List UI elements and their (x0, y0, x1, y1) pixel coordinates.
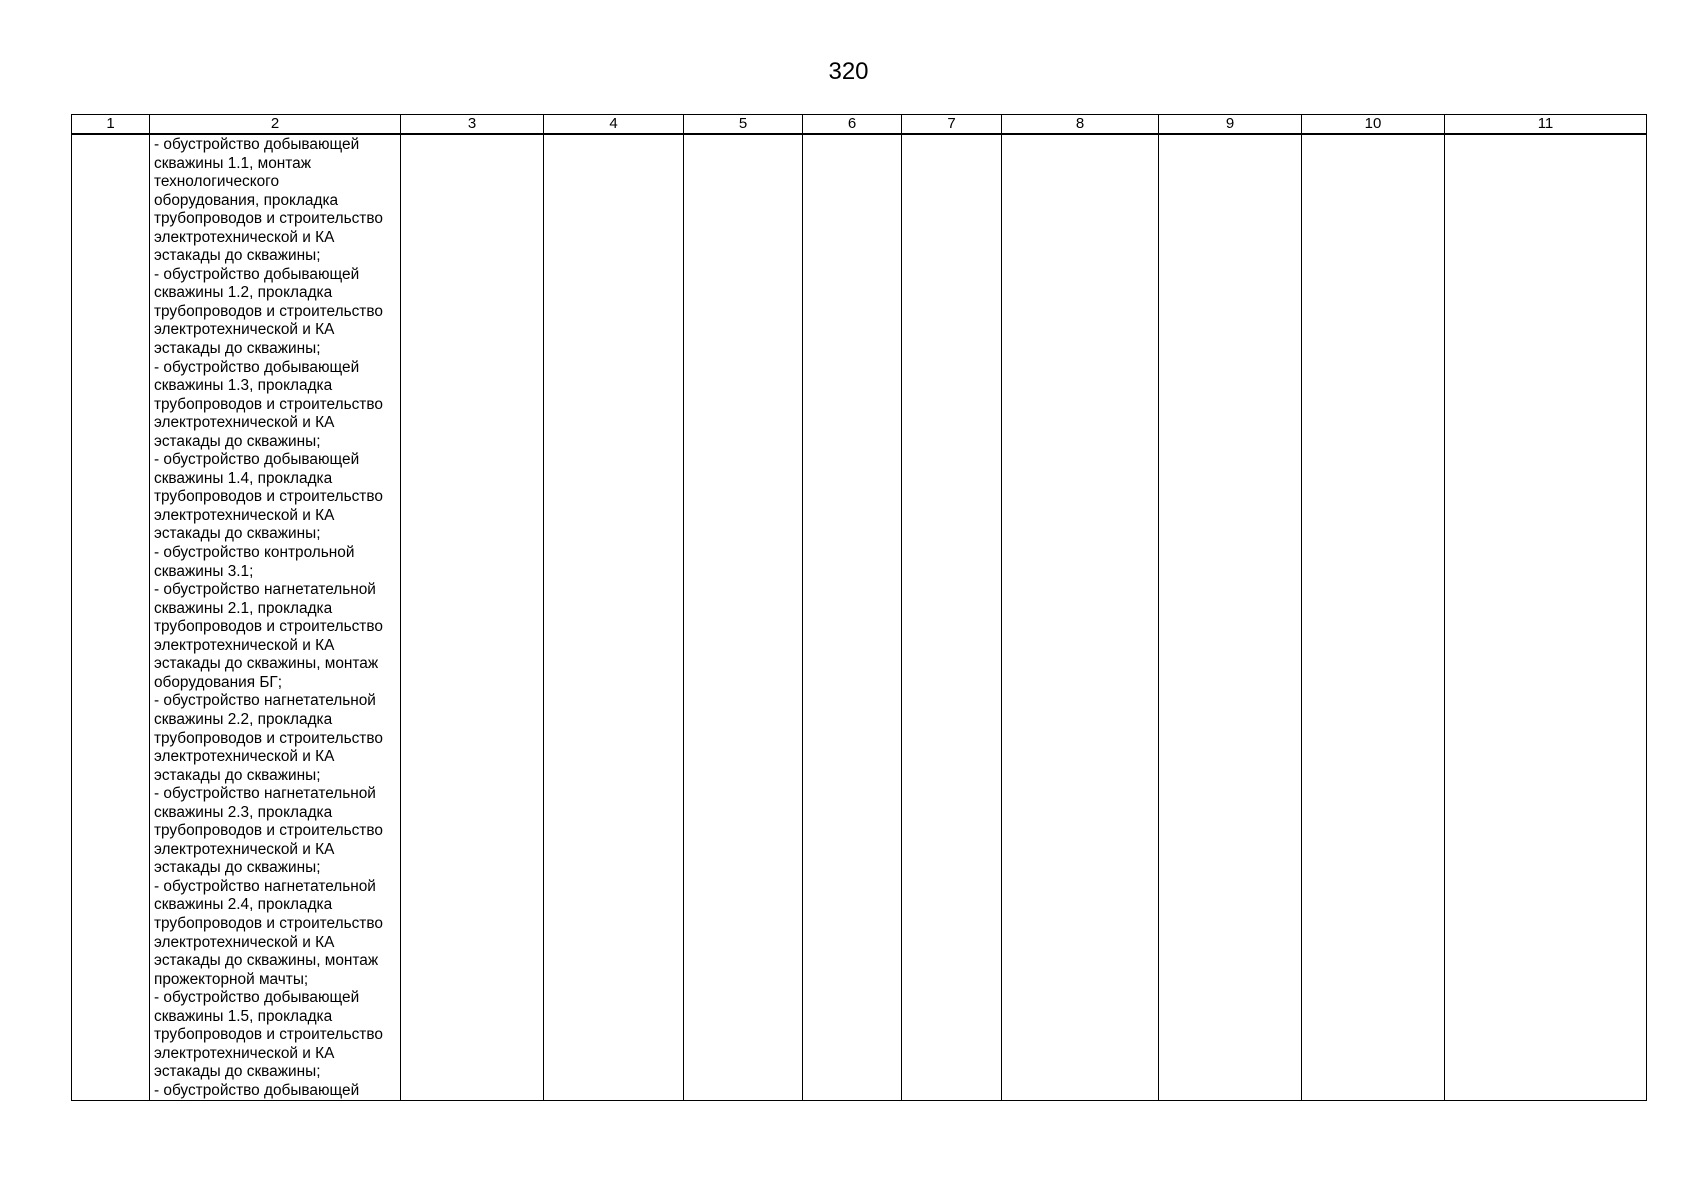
description-line: скважины 1.1, монтаж (154, 154, 312, 172)
cell-col-10 (1302, 134, 1445, 1101)
column-header-10: 10 (1302, 115, 1445, 135)
column-header-8: 8 (1002, 115, 1159, 135)
works-table (71, 114, 1647, 1101)
description-line: электротехнической и КА (154, 748, 335, 766)
cell-col-5 (684, 134, 803, 1101)
description-line: - обустройство контрольной (154, 544, 355, 562)
description-line: электротехнической и КА (154, 228, 335, 246)
description-line: эстакады до скважины; (154, 1063, 321, 1081)
description-line: трубопроводов и строительство (154, 729, 383, 747)
cell-col-11 (1445, 134, 1647, 1101)
column-header-1: 1 (72, 115, 150, 135)
description-line: электротехнической и КА (154, 933, 335, 951)
description-line: скважины 2.1, прокладка (154, 599, 333, 617)
column-header-5: 5 (684, 115, 803, 135)
description-line: эстакады до скважины, монтаж (154, 952, 379, 970)
column-header-4: 4 (544, 115, 684, 135)
description-line: скважины 1.3, прокладка (154, 377, 333, 395)
cell-col-6 (803, 134, 902, 1101)
description-line: эстакады до скважины; (154, 432, 321, 450)
description-line: скважины 3.1; (154, 562, 254, 580)
description-line: трубопроводов и строительство (154, 395, 383, 413)
description-line: электротехнической и КА (154, 1044, 335, 1062)
column-header-11: 11 (1445, 115, 1647, 135)
description-line: прожекторной мачты; (154, 970, 309, 988)
cell-col-2 (150, 134, 401, 1101)
description-line: эстакады до скважины; (154, 340, 321, 358)
description-line: скважины 2.4, прокладка (154, 896, 333, 914)
description-line: скважины 2.2, прокладка (154, 710, 333, 728)
description-line: оборудования БГ; (154, 673, 283, 691)
cell-col-8 (1002, 134, 1159, 1101)
description-line: электротехнической и КА (154, 414, 335, 432)
description-line: скважины 1.5, прокладка (154, 1007, 333, 1025)
description-line: - обустройство нагнетательной (154, 877, 376, 895)
description-line: электротехнической и КА (154, 321, 335, 339)
description-line: - обустройство добывающей (154, 989, 360, 1007)
cell-col-1 (72, 134, 150, 1101)
description-line: трубопроводов и строительство (154, 822, 383, 840)
description-line: - обустройство нагнетательной (154, 581, 376, 599)
description-line: - обустройство добывающей (154, 358, 360, 376)
column-header-9: 9 (1159, 115, 1302, 135)
description-line: трубопроводов и строительство (154, 302, 383, 320)
description-line: - обустройство нагнетательной (154, 692, 376, 710)
description-line: трубопроводов и строительство (154, 488, 383, 506)
description-line: трубопроводов и строительство (154, 1026, 383, 1044)
description-line: эстакады до скважины; (154, 247, 321, 265)
description-line: оборудования, прокладка (154, 191, 339, 209)
description-line: трубопроводов и строительство (154, 618, 383, 636)
column-header-2: 2 (150, 115, 401, 135)
description-line: - обустройство добывающей (154, 451, 360, 469)
description-line: электротехнической и КА (154, 636, 335, 654)
description-line: эстакады до скважины; (154, 766, 321, 784)
page-number: 320 (828, 58, 869, 85)
cell-col-3 (401, 134, 544, 1101)
description-line: электротехнической и КА (154, 506, 335, 524)
description-line: эстакады до скважины; (154, 859, 321, 877)
description-line: электротехнической и КА (154, 840, 335, 858)
column-header-7: 7 (902, 115, 1002, 135)
header-row (72, 115, 1647, 135)
description-line: трубопроводов и строительство (154, 914, 383, 932)
description-line: - обустройство добывающей (154, 136, 360, 153)
cell-col-9 (1159, 134, 1302, 1101)
cell-col-7 (902, 134, 1002, 1101)
cell-col-4 (544, 134, 684, 1101)
description-line: эстакады до скважины, монтаж (154, 655, 379, 673)
description-line: - обустройство нагнетательной (154, 785, 376, 803)
column-header-3: 3 (401, 115, 544, 135)
column-header-6: 6 (803, 115, 902, 135)
description-line: трубопроводов и строительство (154, 210, 383, 228)
description-line: эстакады до скважины; (154, 525, 321, 543)
description-line: - обустройство добывающей (154, 1081, 360, 1099)
description-line: скважины 2.3, прокладка (154, 803, 333, 821)
work-description (150, 135, 400, 1100)
description-line: - обустройство добывающей (154, 265, 360, 283)
description-line: скважины 1.2, прокладка (154, 284, 333, 302)
table-row (72, 134, 1647, 1101)
description-line: технологического (154, 173, 280, 191)
description-line: скважины 1.4, прокладка (154, 469, 333, 487)
